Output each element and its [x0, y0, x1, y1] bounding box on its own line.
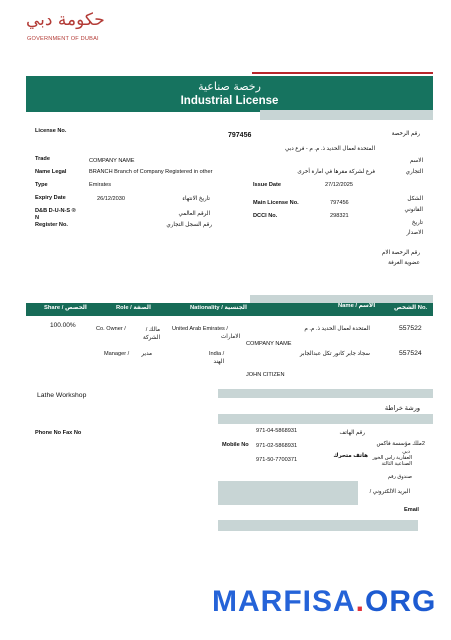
fax-value: 971-02-5868931	[256, 443, 298, 449]
activity-en: Lathe Workshop	[37, 392, 87, 399]
row1-nationality: United Arab Emirates /	[172, 326, 228, 332]
phone-value: 971-04-5868931	[256, 428, 298, 434]
mobile-value: 971-50-7700371	[256, 457, 298, 463]
col-nationality: Nationality / الجنسية	[190, 305, 247, 311]
mobile-label: Mobile No	[222, 442, 249, 448]
email-grey-strip	[218, 520, 418, 531]
title-english: Industrial License	[180, 95, 279, 107]
register-label: Register No.	[35, 222, 68, 228]
row2-name: JOHN CITIZEN	[246, 372, 285, 378]
title-arabic: رخصة صناعية	[198, 80, 261, 93]
type-label: Type	[35, 182, 48, 188]
col-share: Share / الحصص	[44, 305, 87, 311]
main-license-value: 797456	[330, 200, 349, 206]
legal-form-label-ar: الشكل القانوني	[404, 196, 423, 213]
duns-label-ar: الرقم العالمي	[178, 211, 210, 217]
row2-no: 557524	[399, 350, 422, 357]
row1-role: Co. Owner /	[96, 326, 126, 332]
address-line2-ar: دبي	[402, 449, 410, 455]
expiry-label-ar: تاريخ الانتهاء	[182, 196, 210, 202]
duns-label: D&B D-U-N-S ® N	[35, 208, 76, 221]
row1-name-ar: المتحدة لعمال الحديد ذ. م. م	[304, 326, 370, 332]
legal-value-ar: فرع لشركة مقرها في امارة أخرى	[297, 169, 375, 175]
issue-date-label: Issue Date	[253, 182, 281, 188]
row2-role-ar: مدير	[141, 351, 152, 357]
address-line1-ar: 2ملك مؤسسة فاكس	[376, 441, 425, 447]
dubai-gov-logo-arabic: حكومة دبي	[26, 10, 105, 30]
row2-nationality-ar: الهند	[213, 359, 224, 365]
contact-grey-strip	[218, 414, 433, 424]
main-license-label: Main License No.	[253, 200, 299, 206]
address-line3-ar: العقارية راس الخور الصناعية الثالثة	[372, 455, 412, 467]
legal-value: BRANCH Branch of Company Registered in other	[89, 169, 213, 175]
row2-name-ar: سجاد جابر كانور تكل عبدالجابر	[299, 351, 370, 357]
dcci-value: 298321	[330, 213, 349, 219]
row1-no: 557522	[399, 325, 422, 332]
legal-label: Name Legal	[35, 169, 67, 175]
mobile-label-ar: هاتف متحرك	[333, 453, 368, 459]
email-label-ar: البريد الالكتروني /	[369, 489, 410, 495]
row2-role: Manager /	[104, 351, 130, 357]
po-box-label-ar: صندوق رقم	[387, 474, 412, 480]
dcci-label-ar: عضوية الغرفة	[388, 260, 420, 266]
col-no: الشخص No.	[394, 305, 428, 311]
license-no-label: License No.	[35, 128, 67, 134]
trade-value-ar: المتحدة لعمال الحديد ذ. م. م - فرع دبي	[285, 146, 375, 152]
row1-name: COMPANY NAME	[246, 341, 292, 347]
row1-share: 100.00%	[50, 322, 76, 329]
address-grey-block	[218, 481, 358, 505]
marfisa-brand-logo: MARFISA.ORG	[212, 585, 437, 618]
activity-ar: ورشة خراطة	[384, 405, 420, 412]
issue-date-label-ar: تاريخ الاصدار	[406, 220, 423, 236]
trade-label-ar: الاسم التجاري	[405, 158, 423, 175]
row1-role-ar: مالك / الشركة	[143, 327, 160, 341]
table-grey-strip	[250, 295, 433, 303]
main-license-label-ar: رقم الرخصة الام	[381, 250, 420, 256]
expiry-label: Expiry Date	[35, 195, 66, 201]
license-no-label-ar: رقم الرخصة	[391, 131, 420, 137]
type-value: Emirates	[89, 182, 112, 188]
email-label: Email	[404, 507, 419, 513]
col-role: Role / الصفة	[116, 305, 151, 311]
title-grey-strip	[260, 110, 433, 120]
activity-grey-strip	[218, 389, 433, 398]
phone-fax-label: Phone No Fax No	[35, 430, 82, 436]
trade-value: COMPANY NAME	[89, 158, 135, 164]
row1-nationality-ar: الامارات	[221, 334, 240, 340]
license-no-value: 797456	[228, 132, 252, 139]
dcci-label: DCCI No.	[253, 213, 278, 219]
register-label-ar: رقم السجل التجاري	[166, 222, 212, 228]
issue-date-value: 27/12/2025	[325, 182, 353, 188]
col-name: Name / الاسم	[338, 303, 376, 309]
dubai-gov-logo-english: GOVERNMENT OF DUBAI	[27, 36, 99, 42]
expiry-value: 26/12/2030	[97, 196, 125, 202]
phone-label-ar: رقم الهاتف	[339, 430, 365, 436]
header-red-rule	[252, 72, 433, 74]
trade-label: Trade	[35, 156, 50, 162]
row2-nationality: India /	[209, 351, 225, 357]
